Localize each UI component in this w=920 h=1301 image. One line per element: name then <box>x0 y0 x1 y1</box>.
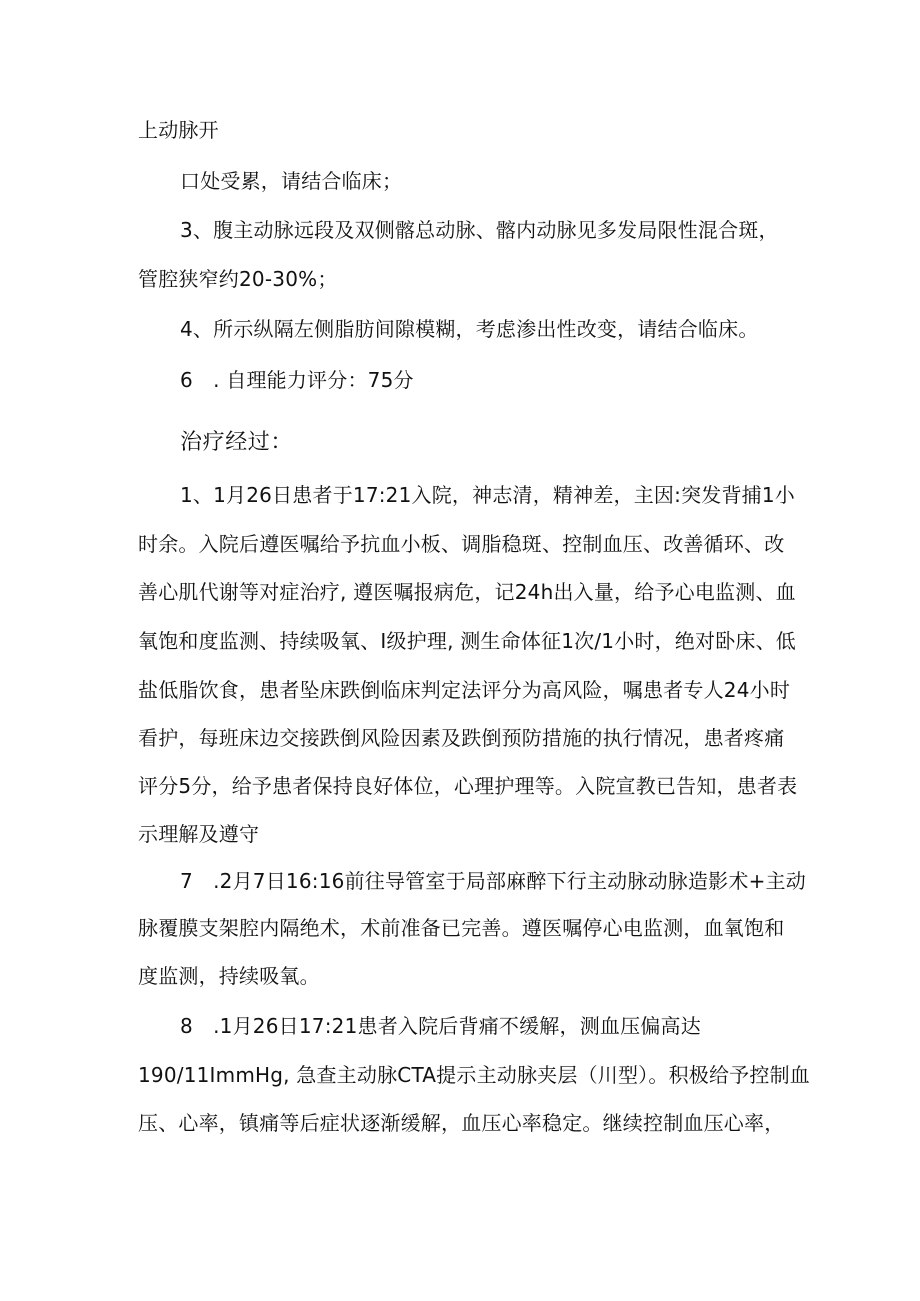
text-line-6: 6 . 自理能力评分：75分 <box>180 368 414 392</box>
text-line-11: 氧饱和度监测、持续吸氧、I级护理, 测生命体征1次/1小时，绝对卧床、低 <box>138 629 797 653</box>
text-line-5: 4、所示纵隔左侧脂肪间隙模糊，考虑渗出性改变，请结合临床。 <box>180 317 759 341</box>
text-line-16: 7 .2月7日16:16前往导管室于局部麻醉下行主动脉动脉造影术+主动 <box>180 869 806 893</box>
text-line-2: 口处受累，请结合临床； <box>180 169 403 193</box>
text-line-21: 压、心率，镇痛等后症状逐渐缓解，血压心率稳定。继续控制血压心率， <box>138 1111 785 1135</box>
text-line-10: 善心肌代谢等对症治疗, 遵医嘱报病危，记24h出入量，给予心电监测、血 <box>138 580 796 604</box>
text-line-18: 度监测，持续吸氧。 <box>138 964 320 988</box>
text-line-1: 上动脉开 <box>138 118 219 142</box>
text-line-15: 示理解及遵守 <box>138 822 260 846</box>
text-line-19: 8 .1月26日17:21患者入院后背痛不缓解，测血压偏高达 <box>180 1014 701 1038</box>
text-line-17: 脉覆膜支架腔内隔绝术，术前准备已完善。遵医嘱停心电监测，血氧饱和 <box>138 916 785 940</box>
text-line-14: 评分5分，给予患者保持良好体位，心理护理等。入院宣教已告知，患者表 <box>138 774 798 798</box>
text-line-20: 190/11ImmHg, 急查主动脉CTA提示主动脉夹层（川型）。积极给予控制血 <box>138 1063 810 1087</box>
text-line-13: 看护，每班床边交接跌倒风险因素及跌倒预防措施的执行情况，患者疼痛 <box>138 726 785 750</box>
text-line-3: 3、腹主动脉远段及双侧髂总动脉、髂内动脉见多发局限性混合斑， <box>180 218 779 242</box>
text-line-9: 时余。入院后遵医嘱给予抗血小板、调脂稳斑、控制血压、改善循环、改 <box>138 532 785 556</box>
text-line-8: 1、1月26日患者于17:21入院，神志清，精神差，主因:突发背捕1小 <box>180 483 795 507</box>
text-line-4: 管腔狭窄约20-30%； <box>138 267 338 291</box>
text-line-12: 盐低脂饮食，患者坠床跌倒临床判定法评分为高风险，嘱患者专人24小时 <box>138 678 791 702</box>
section-heading: 治疗经过： <box>180 430 294 455</box>
